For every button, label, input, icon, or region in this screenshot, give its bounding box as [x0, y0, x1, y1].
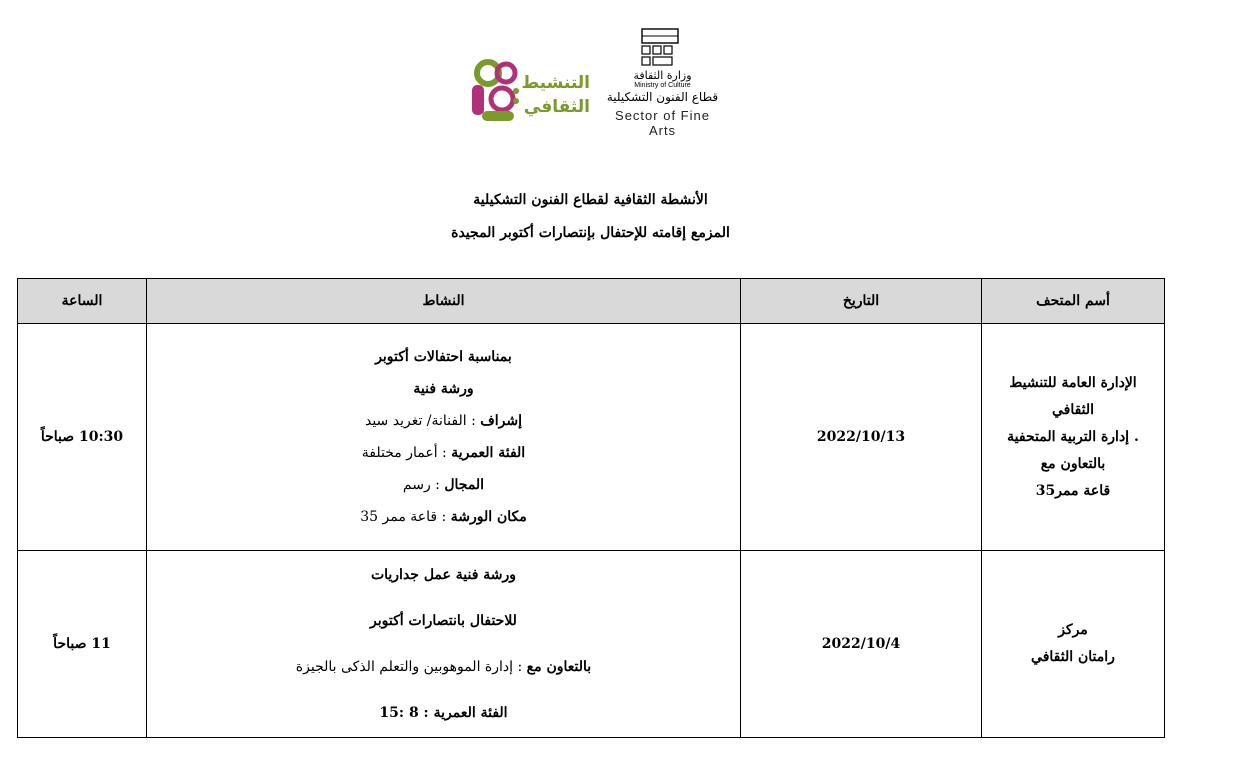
field-label: المجال	[444, 477, 485, 493]
activity-occasion: بمناسبة احتفالات أكتوبر	[375, 349, 512, 365]
field-value: : رسم	[402, 477, 445, 493]
fine-arts-logo	[600, 28, 725, 138]
place-label: مكان الورشة	[450, 509, 527, 525]
activity-cooperation	[153, 644, 734, 690]
date-cell: 2022/10/13	[741, 324, 982, 551]
time-cell: 11 صباحاً	[18, 551, 147, 738]
cooperation-value: : إدارة الموهوبين والتعلم الذكى بالجيزة	[295, 659, 527, 675]
museum-line: قاعة ممر35	[1035, 482, 1111, 499]
header-activity: النشاط	[147, 279, 741, 324]
header-museum: أسم المتحف	[982, 279, 1165, 324]
table-row	[18, 551, 1165, 738]
fine-arts-emblem-icon	[640, 28, 680, 70]
activities-table	[17, 278, 1165, 738]
activity-type: ورشة فنية عمل جداريات	[370, 567, 517, 583]
activity-age	[153, 437, 734, 469]
museum-cell	[982, 324, 1165, 551]
sector-arabic-name: قطاع الفنون التشكيلية	[606, 90, 719, 104]
museum-line: بالتعاون مع	[1040, 455, 1106, 472]
sector-english-name: Sector of Fine Arts	[615, 108, 710, 138]
activity-occasion: للاحتفال بانتصارات أكتوبر	[370, 613, 517, 629]
cooperation-label: بالتعاون مع	[526, 659, 592, 675]
header-date: التاريخ	[741, 279, 982, 324]
ministry-english-name: Ministry of Culture	[634, 82, 691, 89]
activity-type: ورشة فنية	[413, 381, 474, 397]
cultural-activity-mark-icon	[468, 55, 524, 127]
age-label: الفئة العمرية	[451, 445, 526, 461]
document-subtitle: المزمع إقامته للإحتفال بإنتصارات أكتوبر المجيدة	[451, 225, 730, 241]
supervision-value: : الفنانة/ تغريد سيد	[364, 413, 481, 429]
activity-place	[153, 501, 734, 533]
cultural-activity-text-line2: الثقافي	[523, 97, 590, 117]
age-value: : أعمار مختلفة	[361, 445, 452, 461]
museum-cell	[982, 551, 1165, 738]
place-value: : قاعة ممر 35	[360, 509, 451, 525]
cultural-activity-logo	[460, 53, 590, 128]
activity-age: الفئة العمرية : 8 :15	[379, 705, 508, 721]
document-title: الأنشطة الثقافية لقطاع الفنون التشكيلية	[473, 192, 708, 208]
activity-cell	[147, 551, 741, 738]
cultural-activity-text-line1: التنشيط	[521, 73, 590, 93]
activity-supervision	[153, 405, 734, 437]
date-cell: 2022/10/4	[741, 551, 982, 738]
activity-cell	[147, 324, 741, 551]
header-time: الساعة	[18, 279, 147, 324]
museum-line: رامتان الثقافي	[1031, 649, 1115, 665]
supervision-label: إشراف	[480, 413, 523, 429]
museum-line: . إدارة التربية المتحفية	[1007, 428, 1139, 445]
museum-line: الثقافي	[1051, 401, 1095, 418]
museum-line: الإدارة العامة للتنشيط	[1009, 374, 1137, 391]
ministry-arabic-name: وزارة الثقافة	[633, 69, 692, 82]
activity-field	[153, 469, 734, 501]
table-header-row	[18, 279, 1165, 324]
table-row	[18, 324, 1165, 551]
museum-line: مركز	[1058, 622, 1088, 638]
logos-area	[460, 28, 730, 138]
time-cell: 10:30 صباحاً	[18, 324, 147, 551]
